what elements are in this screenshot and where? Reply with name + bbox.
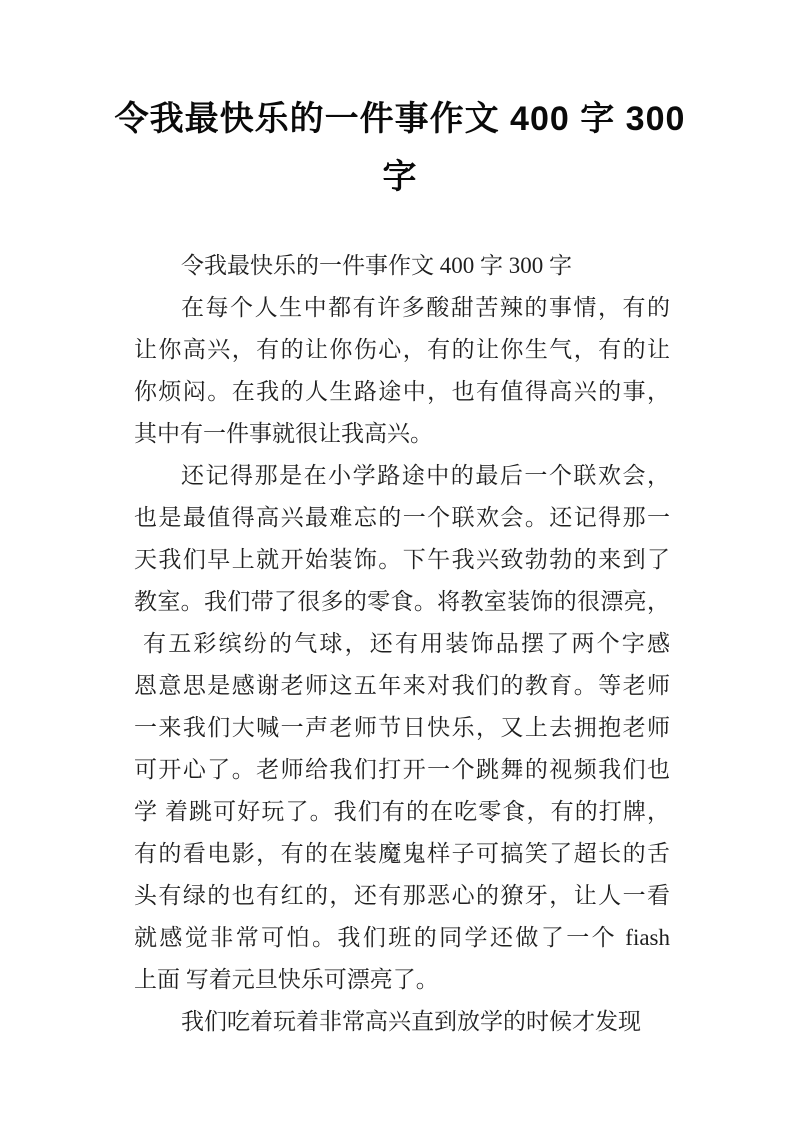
title-line-1: 令我最快乐的一件事作文 400 字 300 [114, 100, 686, 138]
text-line: 有五彩缤纷的气球，还有用装饰品摆了两个字感 [143, 631, 670, 656]
text-line: 有的看电影，有的在装魔鬼样子可搞笑了超长的舌 [134, 841, 670, 866]
text-line: 令我最快乐的一件事作文 400 字 300 字 [181, 253, 572, 278]
title-line-2: 字 [382, 158, 418, 196]
text-line: 恩意思是感谢老师这五年来对我们的教育。等老师 [134, 673, 670, 698]
essay-title [0, 90, 800, 206]
text-line: 我们吃着玩着非常高兴直到放学的时候才发现 [181, 1009, 641, 1034]
essay-body [134, 245, 670, 1043]
text-line: 上面 写着元旦快乐可漂亮了。 [134, 967, 439, 992]
text-line: 天我们早上就开始装饰。下午我兴致勃勃的来到了 [134, 547, 670, 572]
text-line: 其中有一件事就很让我高兴。 [134, 421, 433, 446]
text-line: 也是最值得高兴最难忘的一个联欢会。还记得那一 [134, 505, 670, 530]
text-line: 头有绿的也有红的，还有那恶心的獠牙，让人一看 [134, 883, 670, 908]
text-line: 一来我们大喊一声老师节日快乐，又上去拥抱老师 [134, 715, 670, 740]
text-line: 你烦闷。在我的人生路途中，也有值得高兴的事， [134, 379, 670, 404]
text-line: 在每个人生中都有许多酸甜苦辣的事情，有的 [181, 295, 670, 320]
text-line: 教室。我们带了很多的零食。将教室装饰的很漂亮， [134, 589, 670, 614]
text-line: 就感觉非常可怕。我们班的同学还做了一个 fiash [134, 925, 670, 950]
text-line: 让你高兴，有的让你伤心，有的让你生气，有的让 [134, 337, 670, 362]
text-line: 还记得那是在小学路途中的最后一个联欢会， [181, 463, 670, 488]
text-line: 可开心了。老师给我们打开一个跳舞的视频我们也 [134, 757, 670, 782]
text-line: 学 着跳可好玩了。我们有的在吃零食，有的打牌， [134, 799, 670, 824]
